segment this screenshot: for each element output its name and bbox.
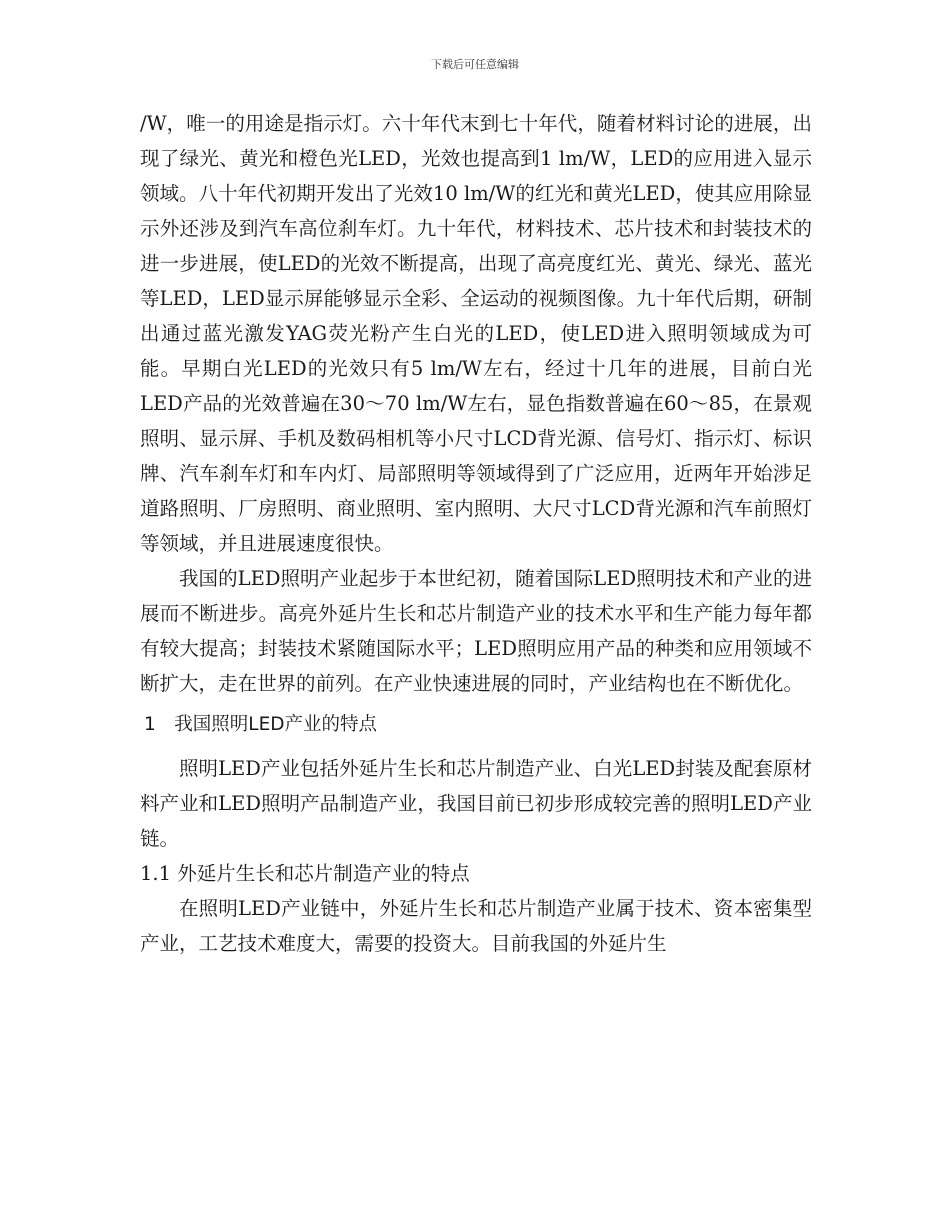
paragraph-china-led-industry: 我国的LED照明产业起步于本世纪初，随着国际LED照明技术和产业的进展而不断进步。高亮外延片生长和芯片制造产业的技术水平和生产能力每年都有较大提高；封装技术紧随国际水平；LED照明应用产品的种类和应用领域不断扩大，走在世界的前列。在产业快速进展的同时，产业结构也在不断优化。 [140, 567, 812, 695]
section-heading-1-1: 1.1 外延片生长和芯片制造产业的特点 [140, 862, 470, 885]
section-heading-1: 1 我国照明LED产业的特点 [144, 714, 378, 735]
paragraph-led-history: /W，唯一的用途是指示灯。六十年代末到七十年代，随着材料讨论的进展，出现了绿光、黄光和橙色光LED，光效也提高到1 lm/W，LED的应用进入显示领域。八十年代初期开发出了光效10 lm/W的红光和黄光LED，使其应用除显示外还涉及到汽车高位刹车灯。九十年代，材料技术、芯片技术和封装技术的进一步进展，使LED的光效不断提高，出现了高亮度红光、黄光、绿光、蓝光等LED，LED显示屏能够显示全彩、全运动的视频图像。九十年代后期，研制出通过蓝光激发YAG荧光粉产生白光的LED，使LED进入照明领域成为可能。早期白光LED的光效只有5 lm/W左右，经过十几年的进展，目前白光LED产品的光效普遍在30～70 lm/W左右，显色指数普遍在60～85，在景观照明、显示屏、手机及数码相机等小尺寸LCD背光源、信号灯、指示灯、标识牌、汽车刹车灯和车内灯、局部照明等领域得到了广泛应用，近两年开始涉足道路照明、厂房照明、商业照明、室内照明、大尺寸LCD背光源和汽车前照灯等领域，并且进展速度很快。 [140, 112, 812, 555]
paragraph-industry-chain: 照明LED产业包括外延片生长和芯片制造产业、白光LED封装及配套原材料产业和LED照明产品制造产业，我国目前已初步形成较完善的照明LED产业链。 [140, 757, 812, 850]
document-body [140, 106, 812, 961]
paragraph-epitaxy-chip: 在照明LED产业链中，外延片生长和芯片制造产业属于技术、资本密集型产业，工艺技术难度大，需要的投资大。目前我国的外延片生 [140, 897, 812, 955]
page-header: 下载后可任意编辑 [431, 58, 519, 71]
